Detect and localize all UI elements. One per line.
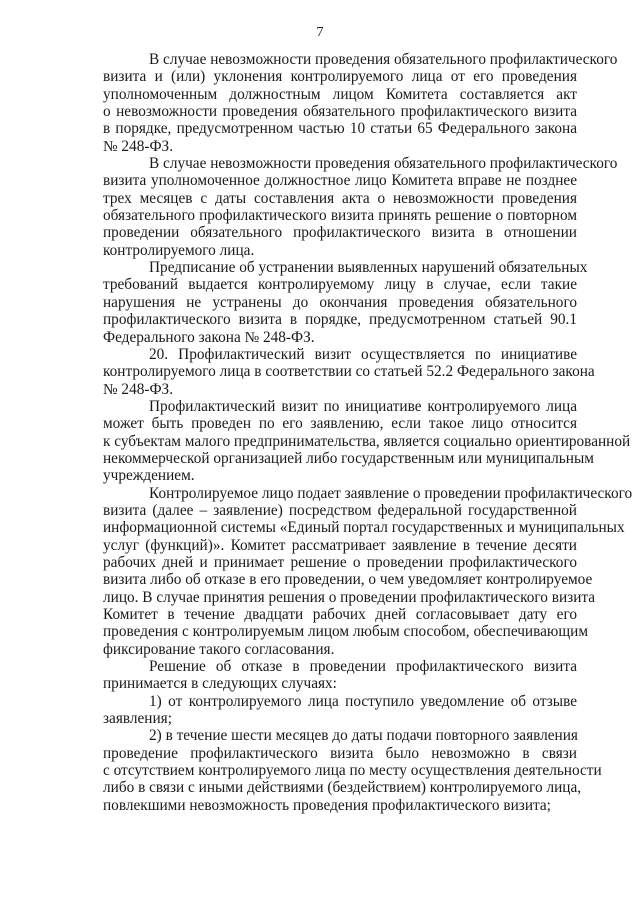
text-line: Решение об отказе в проведении профилактического визита: [149, 658, 577, 676]
text-line: визита (далее – заявление) посредством федеральной государственной: [103, 501, 577, 519]
text-line: Профилактический визит по инициативе контролируемого лица: [149, 397, 577, 415]
text-line: в порядке, предусмотренном частью 10 статьи 65 Федерального закона: [103, 120, 577, 138]
text-line: заявления;: [103, 710, 172, 728]
text-line: уполномоченным должностным лицом Комитета составляется акт: [103, 85, 577, 103]
paragraph: [103, 658, 577, 693]
text-line: контролируемого лица в соответствии со статьей 52.2 Федерального закона: [103, 363, 595, 381]
text-line: В случае невозможности проведения обязательного профилактического: [149, 155, 618, 173]
text-line: контролируемого лица.: [103, 241, 255, 259]
text-line: может быть проведен по его заявлению, если такое лицо относится: [103, 415, 577, 433]
text-line: визита и (или) уклонения контролируемого лица от его проведения: [103, 68, 577, 86]
text-line: о невозможности проведения обязательного профилактического визита: [103, 103, 577, 121]
text-line: № 248-ФЗ.: [103, 380, 174, 398]
text-line: обязательного профилактического визита принять решение о повторном: [103, 207, 577, 225]
text-line: Предписание об устранении выявленных нарушений обязательных: [149, 259, 588, 277]
paragraph: [103, 345, 595, 398]
text-line: некоммерческой организацией либо государственным или муниципальным: [103, 449, 594, 467]
text-line: визита уполномоченное должностное лицо Комитета вправе не позднее: [103, 172, 577, 190]
text-line: Комитет в течение двадцати рабочих дней согласовывает дату его: [103, 606, 577, 623]
text-line: проведении обязательного профилактического визита в отношении: [103, 224, 577, 242]
text-line: учреждением.: [103, 467, 195, 485]
paragraph: [103, 693, 577, 728]
paragraph: [103, 484, 633, 658]
text-line: с отсутствием контролируемого лица по месту осуществления деятельности: [103, 762, 602, 780]
text-line: Федерального закона № 248-ФЗ.: [103, 328, 315, 346]
text-line: 20. Профилактический визит осуществляется по инициативе: [149, 345, 577, 363]
text-line: лицо. В случае принятия решения о проведении профилактического визита: [103, 588, 596, 606]
document-body: [103, 51, 633, 814]
text-line: 2) в течение шести месяцев до даты подачи повторного заявления: [149, 727, 578, 745]
text-line: 1) от контролируемого лица поступило уведомление об отзыве: [149, 692, 577, 710]
paragraph: [103, 51, 618, 155]
text-line: фиксирование такого согласования.: [103, 640, 335, 658]
text-line: проведения с контролируемым лицом любым способом, обеспечивающим: [103, 623, 588, 641]
text-line: В случае невозможности проведения обязательного профилактического: [149, 51, 618, 68]
paragraph: [103, 259, 588, 346]
text-line: проведение профилактического визита было невозможно в связи: [103, 744, 577, 762]
text-line: визита либо об отказе в его проведении, о чем уведомляет контролируемое: [103, 571, 593, 589]
text-line: требований выдается контролируемому лицу в случае, если такие: [103, 276, 577, 294]
paragraph: [103, 155, 618, 259]
text-line: информационной системы «Единый портал государственных и муниципальных: [103, 519, 625, 537]
text-line: услуг (функций)». Комитет рассматривает заявление в течение десяти: [103, 536, 577, 554]
text-line: трех месяцев с даты составления акта о невозможности проведения: [103, 189, 577, 207]
text-line: № 248-ФЗ.: [103, 137, 174, 155]
text-line: либо в связи с иными действиями (бездействием) контролируемого лица,: [103, 779, 582, 797]
text-line: Контролируемое лицо подает заявление о проведении профилактического: [149, 484, 633, 502]
text-line: принимается в следующих случаях:: [103, 675, 337, 693]
text-line: повлекшими невозможность проведения профилактического визита;: [103, 796, 551, 814]
page-number: 7: [316, 25, 324, 40]
paragraph: [103, 397, 631, 485]
text-line: нарушения не устранены до окончания проведения обязательного: [103, 293, 577, 311]
text-line: рабочих дней и принимает решение о проведении профилактического: [103, 553, 577, 571]
text-line: профилактического визита в порядке, предусмотренном статьей 90.1: [103, 311, 577, 329]
text-line: к субъектам малого предпринимательства, является социально ориентированной: [103, 432, 631, 450]
paragraph: [103, 727, 602, 814]
